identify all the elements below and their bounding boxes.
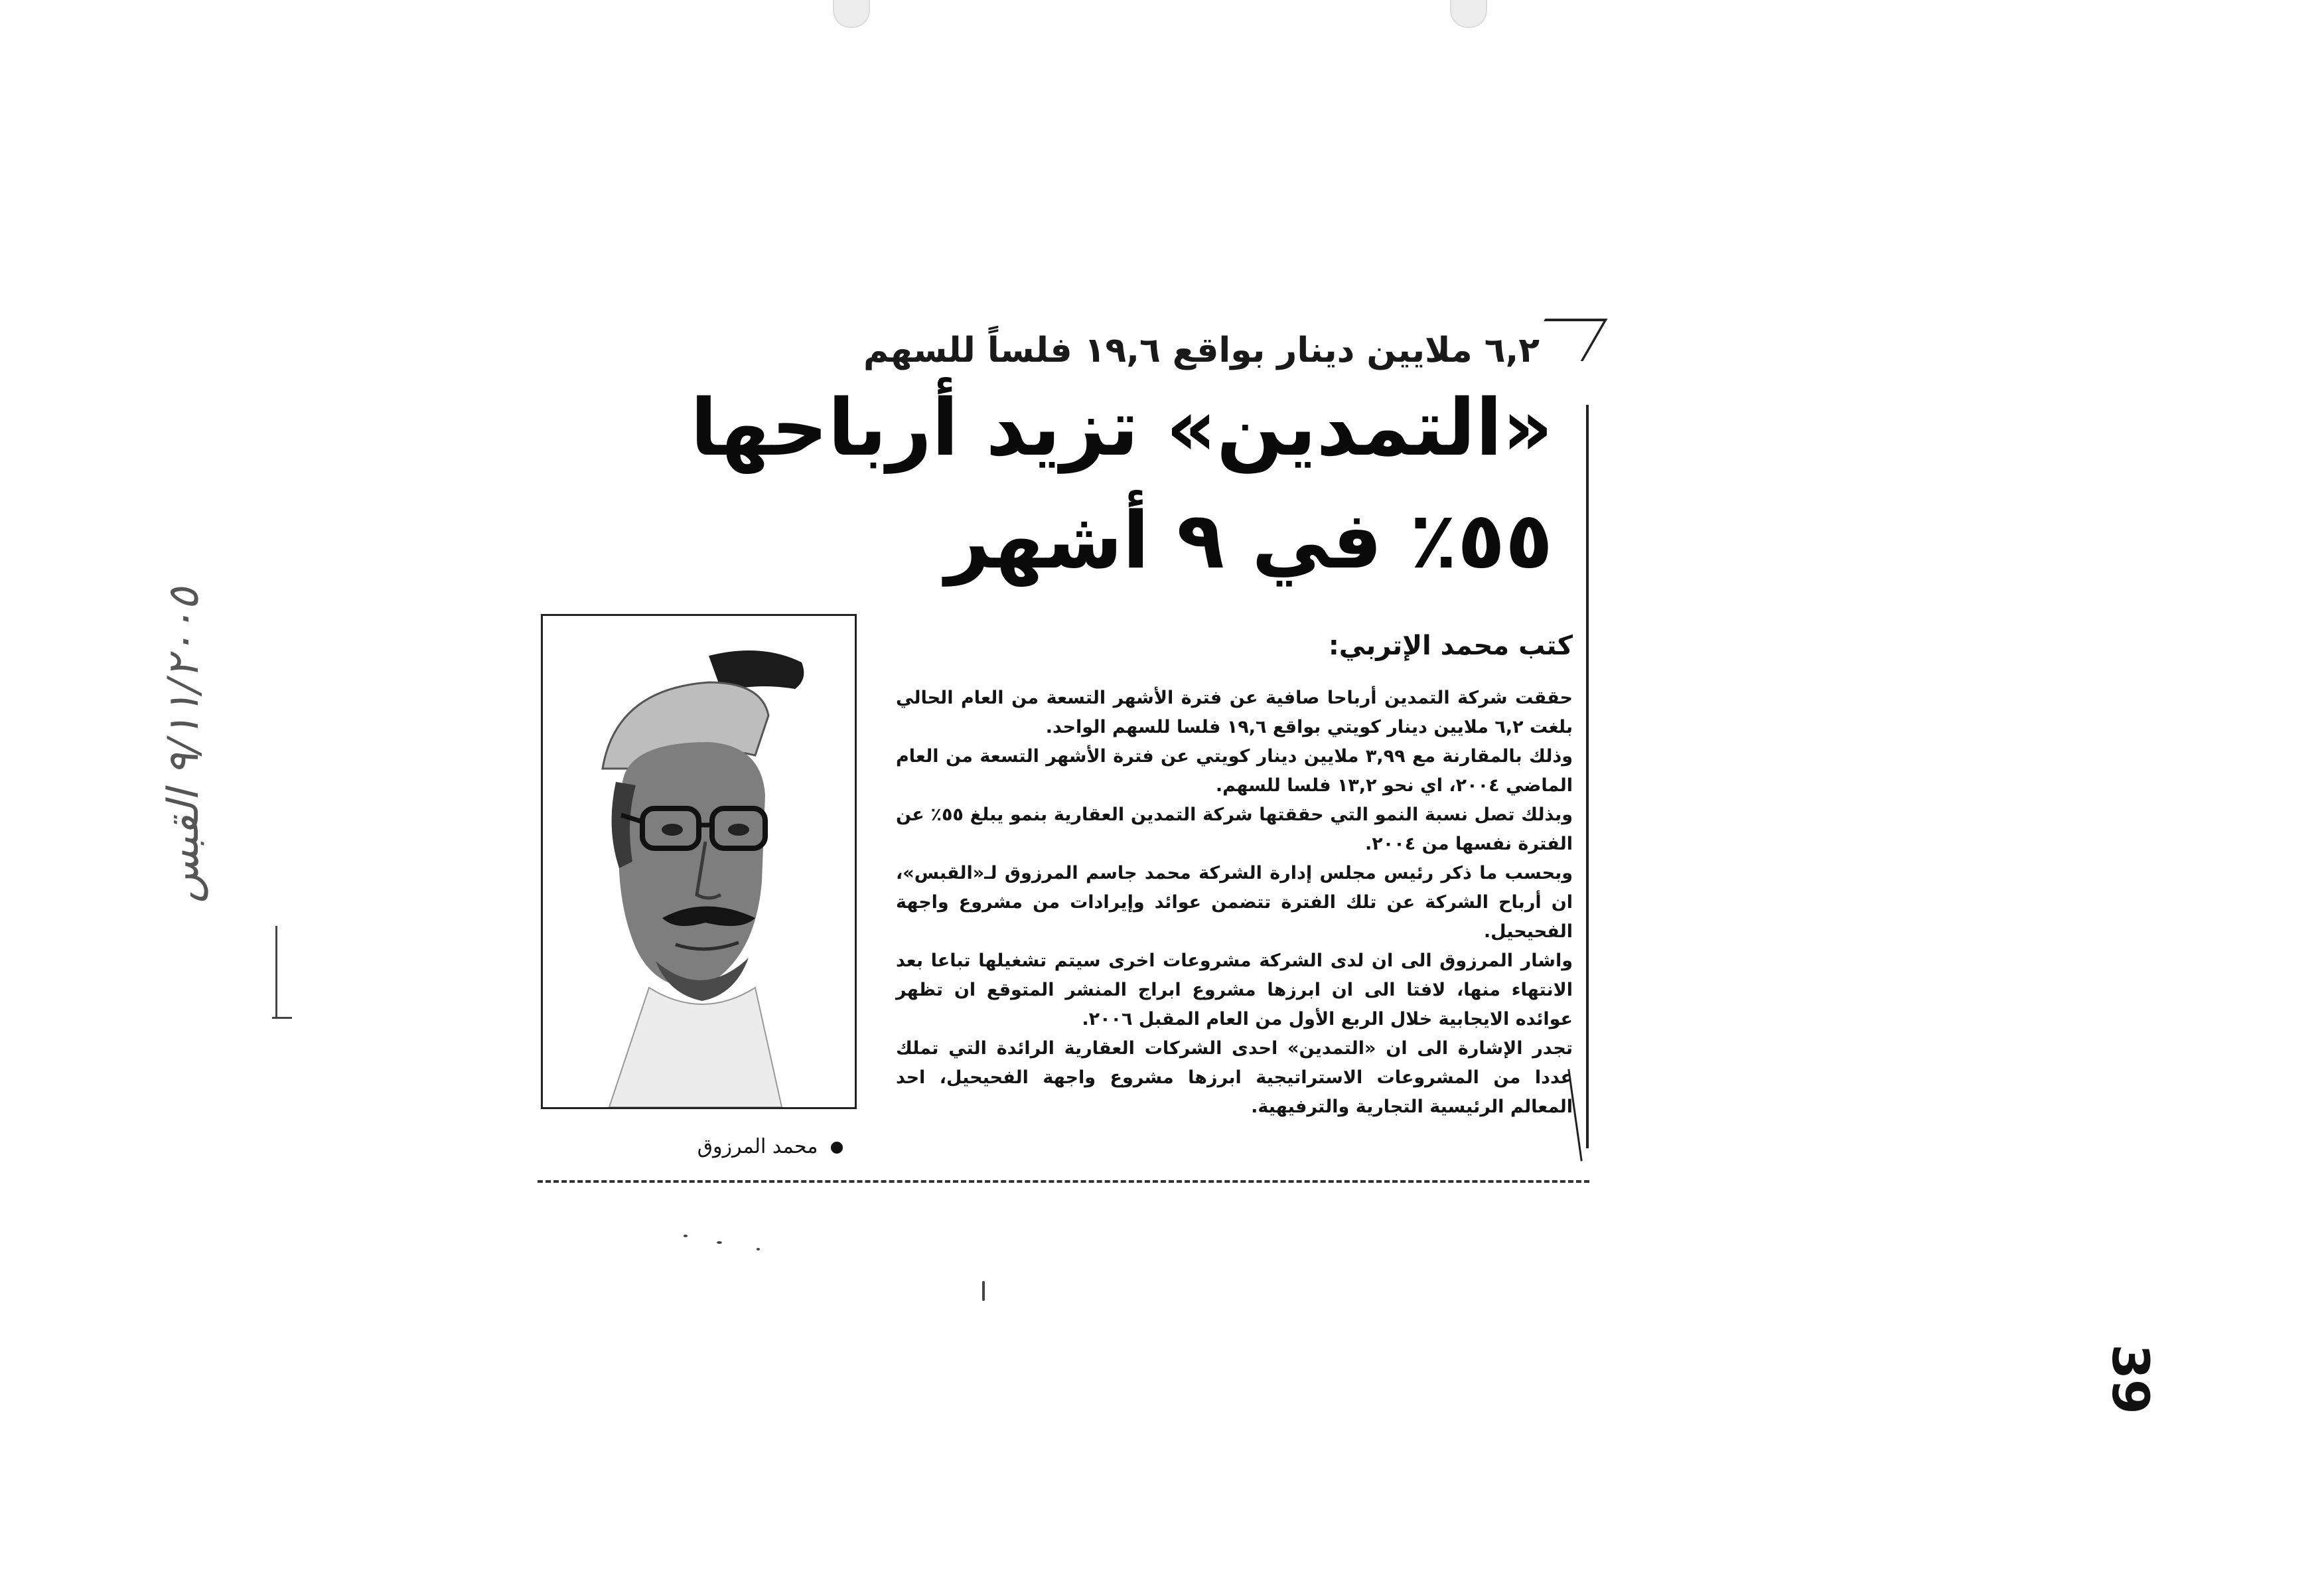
- margin-pencil-line: [275, 926, 277, 1019]
- clipping-right-rule: [1586, 405, 1589, 1148]
- page-number: [2100, 1334, 2160, 1414]
- portrait-photo-image: [543, 616, 855, 1107]
- handwritten-margin-note: [159, 0, 265, 903]
- article-body: [896, 684, 1573, 1122]
- photo-caption-text: محمد المرزوق: [697, 1135, 818, 1158]
- article-paragraph: حققت شركة التمدين أرباحا صافية عن فترة الأشهر التسعة من العام الحالي بلغت ٦,٢ ملايين دينار كويتي بواقع ١٩,٦ فلسا للسهم الواحد.: [896, 688, 1573, 737]
- newspaper-clipping: [531, 305, 1593, 1188]
- punch-hole-right: [1450, 0, 1487, 28]
- caption-bullet-icon: [831, 1142, 843, 1154]
- article-paragraph: وذلك بالمقارنة مع ٣,٩٩ ملايين دينار كويتي عن فترة الأشهر التسعة من العام الماضي ٢٠٠٤، اي نحو ١٣,٢ فلسا للسهم.: [896, 746, 1573, 796]
- scan-speck: [717, 1241, 722, 1244]
- scan-speck: [757, 1248, 760, 1251]
- clipping-bottom-rule: [538, 1180, 1589, 1183]
- article-headline-line1: «التمدين» تزيد أرباحها: [690, 382, 1553, 473]
- margin-pencil-tick: [272, 1017, 292, 1019]
- photo-caption: [584, 1135, 843, 1158]
- page-number-text: 39: [2101, 1344, 2160, 1414]
- punch-hole-left: [833, 0, 870, 28]
- article-paragraph: واشار المرزوق الى ان لدى الشركة مشروعات اخرى سيتم تشغيلها تباعا بعد الانتهاء منها، لافتا الى ان ابرزها مشروع ابراج المنشر المتوقع ان تظهر عوائده الايجابية خلال الربع الأول من العام المقبل ٢٠٠٦.: [896, 950, 1573, 1029]
- article-paragraph: وبذلك تصل نسبة النمو التي حققتها شركة التمدين العقارية بنمو يبلغ ٥٥٪ عن الفترة نفسها من ٢٠٠٤.: [896, 804, 1573, 854]
- article-headline-line2: ٥٥٪ في ٩ أشهر: [945, 494, 1553, 586]
- article-paragraph: وبحسب ما ذكر رئيس مجلس إدارة الشركة محمد جاسم المرزوق لـ«القبس»، ان أرباح الشركة عن تلك الفترة تتضمن عوائد وإيرادات من مشروع واجهة الفحيحيل.: [896, 863, 1573, 942]
- margin-note-text: ٩/١١/٢٠٠٥ القبس: [159, 587, 208, 903]
- article-byline: كتب محمد الإتربي:: [1328, 631, 1573, 661]
- portrait-photo: [541, 614, 857, 1109]
- scan-speck: [982, 1281, 985, 1301]
- scan-speck: [684, 1235, 688, 1237]
- article-paragraph: تجدر الإشارة الى ان «التمدين» احدى الشركات العقارية الرائدة التي تملك عددا من المشروعات الاستراتيجية ابرزها مشروع واجهة الفحيحيل، احد المعالم الرئيسية التجارية والترفيهية.: [896, 1038, 1573, 1117]
- article-kicker: ٦,٢ ملايين دينار بواقع ١٩,٦ فلساً للسهم: [863, 331, 1540, 370]
